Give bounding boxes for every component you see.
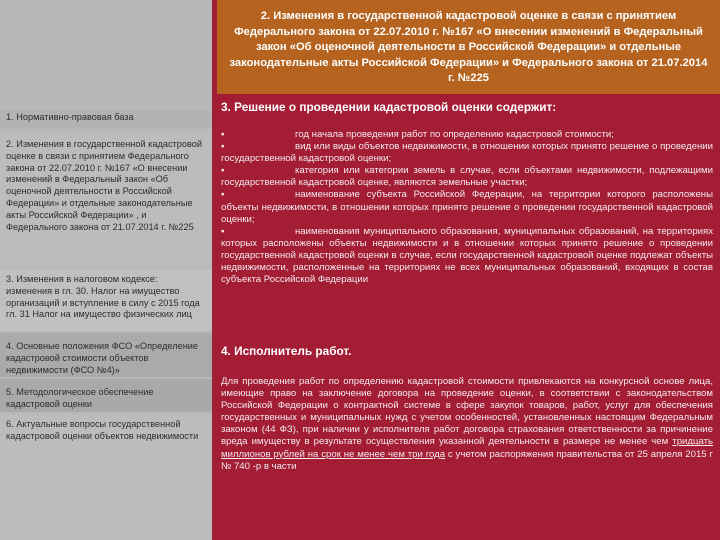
list-item: ▪ вид или виды объектов недвижимости, в отношении которых принято решение о проведении государственной кадастровой оценки; <box>221 141 713 165</box>
sidebar-item-1[interactable]: 1. Нормативно-правовая база <box>0 110 212 128</box>
section-4-title: 4. Исполнитель работ. <box>221 344 352 358</box>
sidebar-item-5[interactable]: 5. Методологическое обеспечение кадастровой оценки <box>0 379 212 412</box>
bullet-icon: ▪ <box>221 225 225 237</box>
bullet-icon: ▪ <box>221 189 225 201</box>
list-item: ▪ наименования муниципального образования, муниципальных образований, на территориях которых расположены объекты недвижимости и в отношении которых принято решение о проведении государственной кадастровой оценки в случае, если государственной кадастровой оценке подлежат объекты недвижимости, расположенные на территориях не всех муниципальных образований, входящих в состав субъекта Российской Федерации <box>221 225 713 286</box>
page-title: 2. Изменения в государственной кадастровой оценке в связи с принятием Федерального закона от 22.07.2010 г. №167 «О внесении изменений в Федеральный закон «Об оценочной деятельности в Российской Федерации» и отдельные законодательные акты Российской Федерации» и Федерального закона от 21.07.2014 г. №225 <box>217 0 720 94</box>
sidebar-item-2[interactable]: 2. Изменения в государственной кадастровой оценке в связи с принятием Федерального закона от 22.07.2010 г. №167 «О внесении изменений в Федеральный закон «Об оценочной деятельности в Российской Федерации» и отдельные законодательные акты Российской Федерации» , и Федерального закона от 21.07.2014 г. №225 <box>0 131 212 266</box>
sidebar-item-4[interactable]: 4. Основные положения ФСО «Определение кадастровой стоимости объектов недвижимости (ФСО №4)» <box>0 333 212 377</box>
list-item: ▪ категория или категории земель в случае, если объектами недвижимости, подлежащими государственной кадастровой оценке, являются земельные участки; <box>221 165 713 189</box>
underlined-text: тридцать миллионов рублей на срок не менее чем три года <box>221 436 713 460</box>
list-item: ▪ наименование субъекта Российской Федерации, на территории которого расположены объекты недвижимости, в отношении которых принято решение о проведении государственной кадастровой оценки; <box>221 189 713 225</box>
section-3-list <box>221 129 713 286</box>
list-item: ▪ год начала проведения работ по определению кадастровой стоимости; <box>221 129 614 140</box>
section-3-title: 3. Решение о проведении кадастровой оценки содержит: <box>221 100 557 114</box>
sidebar-item-3[interactable]: 3. Изменения в налоговом кодексе: изменения в гл. 30. Налог на имущество организаций и вступление в силу с 2015 года гл. 31 Налог на имущество физических лиц <box>0 269 212 331</box>
sidebar-item-6[interactable]: 6. Актуальные вопросы государственной кадастровой оценки объектов недвижимости <box>0 414 212 540</box>
bullet-icon: ▪ <box>221 129 225 140</box>
section-4-text: Для проведения работ по определению кадастровой стоимости привлекаются на конкурсной основе лица, имеющие право на заключение договора на проведение оценки, в соответствии с законодательством Российской Федерации о контрактной системе в сфере закупок товаров, работ, услуг для обеспечения государственных и муниципальных нужд с учетом особенностей, установленных настоящим Федеральным законом (44 ФЗ), при наличии у исполнителя работ договора страхования ответственности за причинение вреда имуществу в результате осуществления указанной деятельности в размере не менее чем тридцать миллионов рублей на срок не менее чем три года с учетом распоряжения правительства от 25 апреля 2015 г № 740 -р в части <box>221 376 713 472</box>
bullet-icon: ▪ <box>221 165 225 177</box>
bullet-icon: ▪ <box>221 141 225 153</box>
